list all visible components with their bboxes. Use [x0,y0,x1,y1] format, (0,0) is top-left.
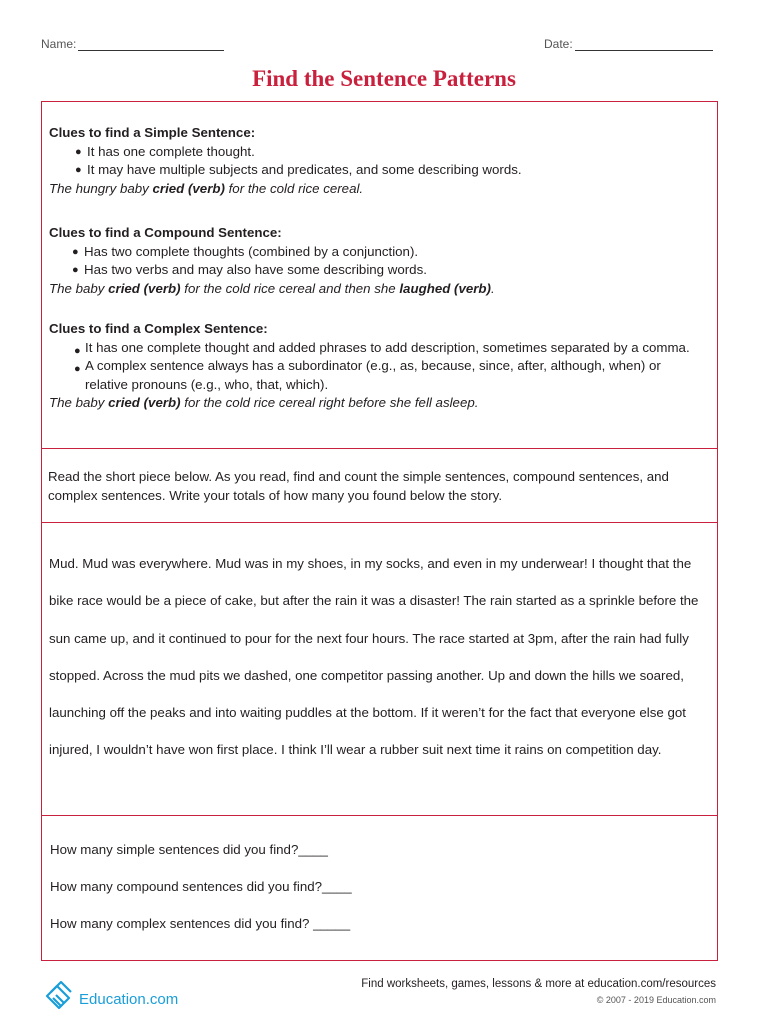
education-logo-icon [41,974,77,1010]
brand-logo [41,972,178,1012]
question-compound[interactable]: How many compound sentences did you find?____ [50,879,352,894]
name-field[interactable] [41,37,224,51]
complex-bullet: ● A complex sentence always has a subordinator (e.g., as, because, since, after, although, when) or relative pronouns (e.g., who, that, which). [74,358,661,392]
compound-heading: Clues to find a Compound Sentence: [49,225,282,240]
bullet-icon: ● [74,344,81,357]
bullet-icon: ● [74,363,81,376]
complex-example: The baby cried (verb) for the cold rice cereal right before she fell asleep. [49,395,479,411]
simple-sentence-clues [49,124,522,198]
bullet-icon: ● [72,245,79,258]
complex-bullet: ● It has one complete thought and added phrases to add description, sometimes separated by a comma. [49,339,704,358]
compound-bullet: ● Has two complete thoughts (combined by a conjunction). [49,243,495,262]
bullet-icon: ● [72,264,79,277]
page-title: Find the Sentence Patterns [252,66,516,91]
bullet-icon: ● [75,164,82,177]
date-field[interactable] [544,37,713,51]
story-text: Mud. Mud was everywhere. Mud was in my shoes, in my socks, and even in my underwear! I thought that the bike race would be a piece of cake, but after the rain it was a disaster! The rain started as a sprinkle before the sun came up, and it continued to pour for the next four hours. The race started at 3pm, after the rain had fully stopped. Across the mud pits we dashed, one competitor passing another. Up and down the hills we soared, launching off the peaks and into waiting puddles at the bottom. If it weren’t for the fact that everyone else got injured, I wouldn’t have won first place. I think I’ll wear a rubber suit next time it rains on competition day. [49,556,699,758]
compound-example: The baby cried (verb) for the cold rice cereal and then she laughed (verb). [49,280,495,296]
complex-heading: Clues to find a Complex Sentence: [49,321,268,336]
story-box [41,522,718,816]
question-complex[interactable]: How many complex sentences did you find? _____ [50,916,351,931]
brand-name: Education.com [79,990,179,1008]
bullet-icon: ● [75,145,82,158]
instructions-text: Read the short piece below. As you read, find and count the simple sentences, compound sentences, and complex sentences. Write your totals of how many you found below the story. [48,469,669,503]
footer-copyright: © 2007 - 2019 Education.com [596,995,716,1005]
footer-tagline[interactable]: Find worksheets, games, lessons & more at education.com/resources [361,978,716,990]
simple-bullet: ● It may have multiple subjects and predicates, and some describing words. [49,161,522,180]
simple-heading: Clues to find a Simple Sentence: [49,125,256,140]
compound-sentence-clues [49,224,495,298]
simple-example: The hungry baby cried (verb) for the cold rice cereal. [49,180,364,196]
question-simple[interactable]: How many simple sentences did you find?____ [50,842,328,857]
instructions-box [41,448,718,523]
clues-box [41,101,718,449]
questions-box [41,815,718,961]
name-line[interactable] [78,40,224,51]
simple-bullet: ● It has one complete thought. [49,143,522,162]
compound-bullet: ● Has two verbs and may also have some describing words. [49,261,495,280]
date-label: Date: [544,37,573,51]
date-line[interactable] [575,40,713,51]
name-label: Name: [41,37,77,51]
complex-sentence-clues [49,320,704,413]
